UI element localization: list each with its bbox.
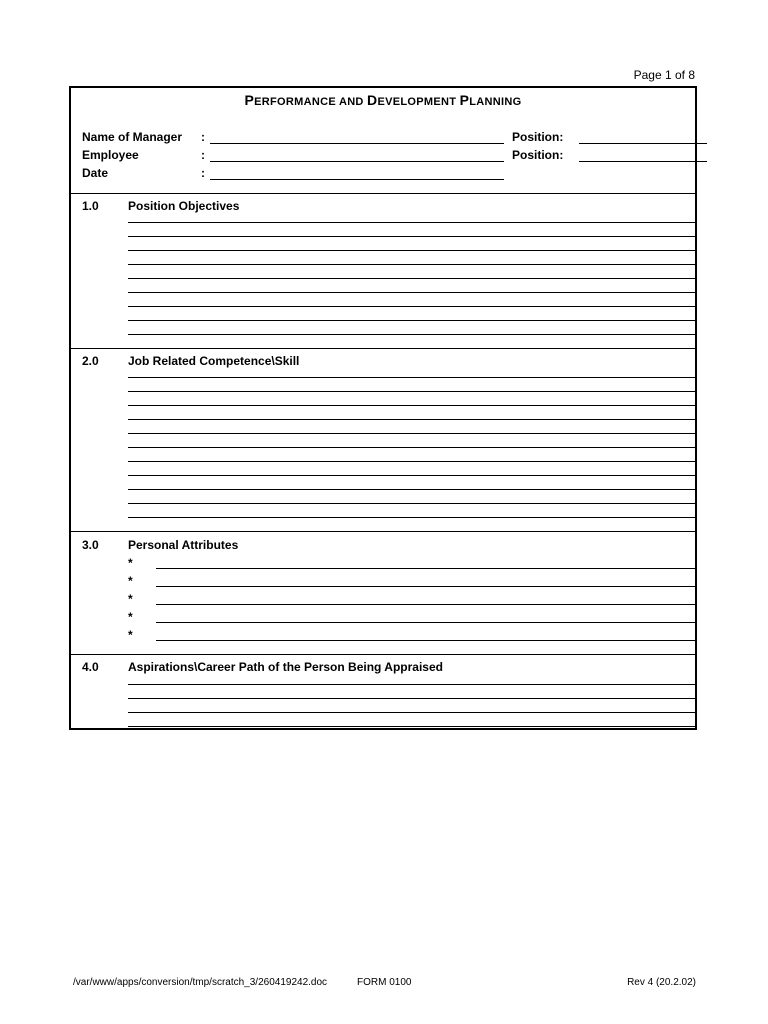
section-divider [71,193,695,194]
write-line[interactable] [128,306,695,307]
section-4-heading [82,660,695,676]
write-line[interactable] [156,568,695,569]
bullet-icon: * [128,592,133,606]
manager-label: Name of Manager [82,130,183,144]
form-title [71,92,695,108]
write-line[interactable] [128,292,695,293]
bullet-item [128,594,695,608]
section-2-number: 2.0 [82,354,99,368]
section-2-title: Job Related Competence\Skill [128,354,300,368]
write-line[interactable] [128,278,695,279]
title-word-1: PERFORMANCE [244,92,336,108]
section-divider [71,531,695,532]
write-line[interactable] [156,640,695,641]
manager-field-row [82,130,695,146]
write-line[interactable] [156,586,695,587]
write-line[interactable] [128,461,695,462]
write-line[interactable] [128,517,695,518]
footer-file-path: /var/www/apps/conversion/tmp/scratch_3/260419242.doc [73,977,328,988]
write-line[interactable] [128,250,695,251]
write-line[interactable] [128,447,695,448]
bullet-icon: * [128,628,133,642]
write-line[interactable] [128,433,695,434]
write-line[interactable] [128,726,695,727]
bullet-item [128,630,695,644]
write-line[interactable] [128,503,695,504]
section-1-title: Position Objectives [128,199,240,213]
write-line[interactable] [128,405,695,406]
section-3-number: 3.0 [82,538,99,552]
date-field[interactable] [210,179,504,180]
write-line[interactable] [128,222,695,223]
write-line[interactable] [128,377,695,378]
form-box [69,86,697,730]
employee-name-field[interactable] [210,161,504,162]
manager-position-field[interactable] [579,143,707,144]
write-line[interactable] [128,334,695,335]
footer-revision: Rev 4 (20.2.02) [627,977,696,988]
write-line[interactable] [128,391,695,392]
employee-position-label: Position: [512,148,564,162]
bullet-icon: * [128,574,133,588]
footer-form-number: FORM 0100 [357,977,412,988]
write-line[interactable] [128,698,695,699]
title-word-3: DEVELOPMENT [367,92,460,108]
bullet-item [128,612,695,626]
write-line[interactable] [128,264,695,265]
title-word-2: AND [336,96,368,108]
section-divider [71,654,695,655]
section-2-heading [82,354,695,370]
date-label: Date [82,166,109,180]
write-line[interactable] [128,320,695,321]
employee-position-field[interactable] [579,161,707,162]
title-word-4: PLANNING [459,92,522,108]
write-line[interactable] [128,419,695,420]
write-line[interactable] [128,489,695,490]
bullet-icon: * [128,610,133,624]
write-line[interactable] [128,475,695,476]
write-line[interactable] [156,622,695,623]
section-3-heading [82,538,695,554]
write-line[interactable] [156,604,695,605]
section-4-title: Aspirations\Career Path of the Person Being Appraised [128,660,443,674]
manager-colon: : [201,130,205,144]
manager-name-field[interactable] [210,143,504,144]
write-line[interactable] [128,684,695,685]
section-divider [71,348,695,349]
bullet-item [128,576,695,590]
write-line[interactable] [128,712,695,713]
bullet-icon: * [128,556,133,570]
section-1-number: 1.0 [82,199,99,213]
date-field-row [82,166,695,182]
page-number: Page 1 of 8 [633,68,695,82]
section-1-heading [82,199,695,215]
date-colon: : [201,166,205,180]
employee-colon: : [201,148,205,162]
section-3-title: Personal Attributes [128,538,239,552]
manager-position-label: Position: [512,130,564,144]
employee-label: Employee [82,148,139,162]
bullet-item [128,558,695,572]
employee-field-row [82,148,695,164]
section-4-number: 4.0 [82,660,99,674]
write-line[interactable] [128,236,695,237]
